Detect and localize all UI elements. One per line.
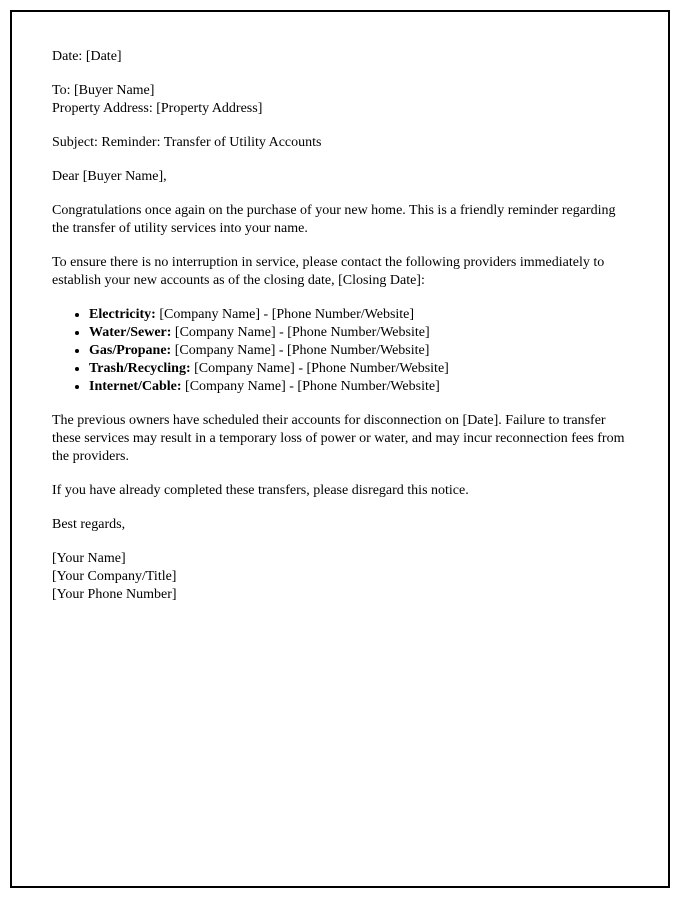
utility-label: Gas/Propane: <box>89 343 172 358</box>
utility-label: Water/Sewer: <box>89 325 172 340</box>
date-line: Date: [Date] <box>52 49 122 64</box>
utility-value: [Company Name] - [Phone Number/Website] <box>185 379 440 394</box>
utility-label: Electricity: <box>89 307 156 322</box>
utility-value: [Company Name] - [Phone Number/Website] <box>174 343 430 358</box>
utility-value: [Company Name] - [Phone Number/Website] <box>159 307 415 322</box>
paragraph-disconnection: The previous owners have scheduled their accounts for disconnection on [Date]. Failure to transfer these services may result in a temporary loss of power or water, and may incur reconnection fees from the providers. <box>52 413 625 464</box>
signature-block <box>52 550 632 604</box>
letter-page <box>10 10 670 888</box>
paragraph-congratulations: Congratulations once again on the purchase of your new home. This is a friendly reminder regarding the transfer of utility services into your name. <box>52 203 616 236</box>
recipient-line: To: [Buyer Name] <box>52 83 155 98</box>
utility-value: [Company Name] - [Phone Number/Website] <box>174 325 430 340</box>
utility-list <box>52 306 632 396</box>
salutation: Dear [Buyer Name], <box>52 169 167 184</box>
utility-label: Internet/Cable: <box>89 379 182 394</box>
letter-content <box>12 12 668 604</box>
utility-item-electricity <box>89 306 632 324</box>
signature-title: [Your Company/Title] <box>52 569 177 584</box>
signature-name: [Your Name] <box>52 551 126 566</box>
subject-line: Subject: Reminder: Transfer of Utility Accounts <box>52 135 322 150</box>
closing: Best regards, <box>52 517 126 532</box>
utility-item-water-sewer <box>89 324 632 342</box>
recipient-block <box>52 82 632 118</box>
paragraph-disregard: If you have already completed these transfers, please disregard this notice. <box>52 483 469 498</box>
utility-item-gas-propane <box>89 342 632 360</box>
signature-phone: [Your Phone Number] <box>52 587 177 602</box>
property-address-line: Property Address: [Property Address] <box>52 101 263 116</box>
utility-label: Trash/Recycling: <box>89 361 191 376</box>
paragraph-instructions: To ensure there is no interruption in service, please contact the following providers immediately to establish your new accounts as of the closing date, [Closing Date]: <box>52 255 605 288</box>
utility-value: [Company Name] - [Phone Number/Website] <box>194 361 449 376</box>
utility-item-trash-recycling <box>89 360 632 378</box>
utility-item-internet-cable <box>89 378 632 396</box>
